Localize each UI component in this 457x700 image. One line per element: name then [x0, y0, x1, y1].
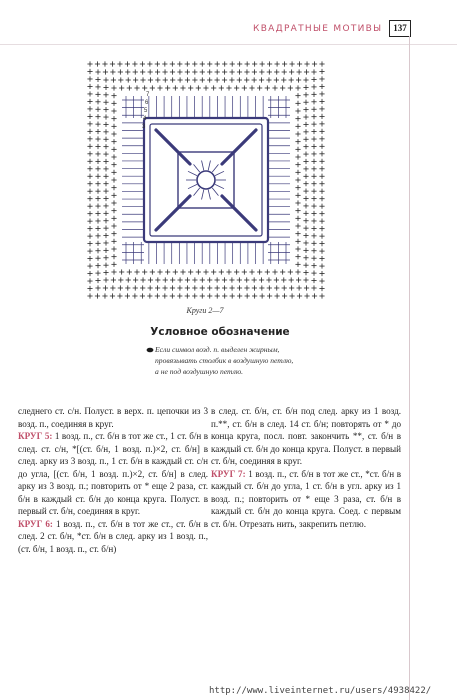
center-spoke [194, 188, 200, 196]
center-spoke [188, 171, 197, 175]
center-spoke [194, 164, 200, 172]
round-7-label: КРУГ 7: [211, 468, 246, 479]
magic-ring [197, 171, 215, 189]
paragraph-round-7 [211, 468, 401, 531]
header-rule [0, 44, 457, 45]
paragraph-continued: в след. ст. б/н, ст. б/н под след. арку из 1 возд. п.**, ст. б/н в след. 14 ст. б/н; повторять от * до конца круга, посл. повт. закончить **, ст. б/н в каждый ст. б/н до конца круга. Полуст. в первый ст. б/н, соединяя в круг. [211, 406, 401, 467]
margin-rule [409, 36, 410, 700]
round-5-label: КРУГ 5: [18, 431, 53, 442]
round-number: 6 [145, 100, 149, 106]
round-number: 5 [144, 108, 148, 114]
center-spoke [202, 161, 204, 171]
round-number: 3 [142, 124, 146, 130]
round-7-text: 1 возд. п., ст. б/н в тот же ст., *ст. б/н в каждый ст. б/н до угла, 1 ст. б/н в угл. арку из 1 возд. п.; повторить от * еще 3 раза, ст. б/н в каждый ст. б/н до конца круга. Соед. с первым ст. б/н. Отрезать нить, закрепить петлю. [211, 468, 401, 529]
right-column [211, 405, 401, 530]
center-spoke [212, 188, 218, 196]
center-spoke [202, 190, 204, 200]
paragraph-round-6 [18, 518, 208, 556]
running-header: КВАДРАТНЫЕ МОТИВЫ [253, 24, 383, 34]
left-column [18, 405, 208, 556]
legend-note: Если символ возд. п. выделен жирным, провязывать столбик в воздушную петлю, а не под воздушную петлю. [155, 345, 294, 376]
diagonal-cluster [222, 130, 256, 164]
diagonal-cluster [156, 130, 190, 164]
chain-stitch-icon [146, 347, 154, 353]
round-6-text: 1 возд. п., ст. б/н в тот же ст., ст. б/н в след. 2 ст. б/н, *ст. б/н в след. арку из 1 возд. п., (ст. б/н, 1 возд. п., ст. б/н) [18, 518, 208, 555]
round-6-label: КРУГ 6: [18, 518, 53, 529]
crochet-chart [86, 60, 326, 300]
inner-frame [144, 118, 268, 242]
center-spoke [212, 164, 218, 172]
watermark-url: http://www.liveinternet.ru/users/4938422/ [209, 686, 432, 696]
round-5-text: 1 возд. п., ст. б/н в тот же ст., 1 ст. б/н в след. ст. с/н, *[(ст. б/н, 1 возд. п.)×2, ст. б/н] в след. арку из 3 возд. п., 1 ст. б/н в каждый ст. с/н до угла, [(ст. б/н, 1 возд. п.)×2, ст. б/н] в след. арку из 3 возд. п.; повторить от * еще 2 раза, ст. б/н в каждый ст. б/н до конца круга. Полуст. в первый ст. б/н, соединяя в круг. [18, 431, 208, 517]
center-spoke [208, 190, 210, 200]
diagonal-cluster [156, 196, 190, 230]
paragraph-round-5 [18, 430, 208, 518]
center-spoke [188, 184, 197, 188]
page-number: 137 [389, 20, 411, 37]
stitch-marks [87, 61, 324, 298]
paragraph-intro: следнего ст. с/н. Полуст. в верх. п. цепочки из 3 возд. п., соединяя в круг. [18, 406, 208, 429]
center-spoke [208, 161, 210, 171]
round-number: 4 [143, 116, 147, 122]
round-number: 7 [146, 92, 150, 98]
legend-title: Условное обозначение [150, 326, 290, 338]
diagonal-cluster [222, 196, 256, 230]
center-spoke [215, 184, 224, 188]
diagram-caption: Круги 2—7 [186, 306, 224, 315]
center-spoke [215, 171, 224, 175]
